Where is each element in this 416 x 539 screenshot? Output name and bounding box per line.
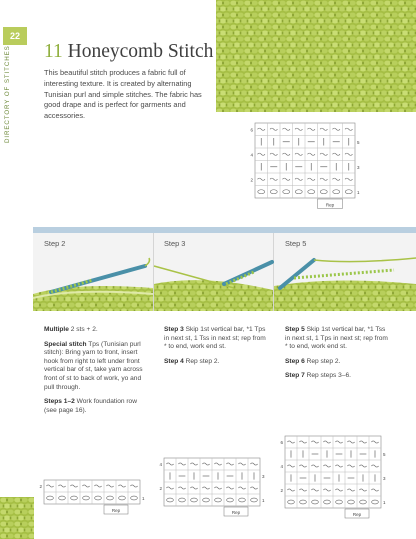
step-4-chart xyxy=(156,456,266,526)
row-label: 2 xyxy=(159,486,162,491)
rep-label: Rep xyxy=(352,512,362,518)
step-5-label: Step 5 xyxy=(285,239,307,248)
section-label: DIRECTORY OF STITCHES xyxy=(4,45,11,143)
row-label: 5 xyxy=(357,139,360,145)
instructions-column-2 xyxy=(164,326,268,372)
step-6-heading: Step 6 xyxy=(285,357,305,365)
step-4-text: Rep step 2. xyxy=(183,357,220,365)
row-label: 4 xyxy=(280,464,283,469)
row-label: 6 xyxy=(280,440,283,445)
step-2-chart xyxy=(36,478,146,526)
special-stitch-text: Tps (Tunisian purl stitch): Bring yarn to front, insert hook from right to left under front vertical bar of st, take yarn across front of st to back of work, yo and pull through. xyxy=(44,340,143,391)
row-label: 3 xyxy=(383,476,386,481)
corner-swatch-image xyxy=(0,497,34,539)
step-3-text: Skip 1st vertical bar, *1 Tps in next st, 1 Tss in next st; rep from * to end, work end st. xyxy=(164,326,266,351)
rep-label: Rep xyxy=(111,508,121,514)
multiple-heading: Multiple xyxy=(44,326,69,333)
row-label: 5 xyxy=(383,452,386,457)
step-3-label: Step 3 xyxy=(164,239,186,248)
row-label: 6 xyxy=(250,127,253,133)
row-label: 2 xyxy=(39,484,42,489)
rep-label: Rep xyxy=(231,510,241,516)
row-label: 1 xyxy=(262,498,265,503)
instructions-column-1 xyxy=(44,326,148,421)
honeycomb-swatch-image xyxy=(216,0,416,112)
instructions-column-3 xyxy=(285,326,389,387)
stitch-number: 11 xyxy=(44,41,63,62)
step-5-text: Skip 1st vertical bar, *1 Tss in next st, 1 Tps in next st; rep from * to end, work end st. xyxy=(285,326,388,351)
step-5-photo xyxy=(274,254,389,311)
row-label: 2 xyxy=(280,488,283,493)
steps-1-2-heading: Steps 1–2 xyxy=(44,398,75,406)
row-label: 3 xyxy=(357,164,360,170)
stitch-intro: This beautiful stitch produces a fabric full of interesting texture. It is created by alternating Tunisian purl and simple stitches. The fabric has good drape and is perfect for garments and accessories. xyxy=(44,68,202,121)
special-stitch-heading: Special stitch xyxy=(44,340,87,348)
main-stitch-chart xyxy=(247,121,359,213)
step-7-heading: Step 7 xyxy=(285,372,305,380)
step-2-photo xyxy=(33,254,148,311)
step-3-photo xyxy=(154,254,269,311)
row-label: 1 xyxy=(142,496,145,501)
step-5-heading: Step 5 xyxy=(285,326,305,333)
step-2-label: Step 2 xyxy=(44,239,66,248)
row-label: 3 xyxy=(262,474,265,479)
steps-1-2-text: Work foundation row (see page 16). xyxy=(44,398,137,414)
row-label: 1 xyxy=(383,500,386,505)
rep-label: Rep xyxy=(325,202,335,208)
step-4-heading: Step 4 xyxy=(164,357,184,365)
page-number: 22 xyxy=(3,27,27,45)
row-label: 2 xyxy=(250,177,253,183)
left-margin xyxy=(0,0,30,539)
row-label: 4 xyxy=(159,462,162,467)
stitch-title xyxy=(44,41,213,63)
step-7-text: Rep steps 3–6. xyxy=(304,372,351,380)
stitch-name: Honeycomb Stitch xyxy=(67,41,214,62)
step-6-text: Rep step 2. xyxy=(304,357,341,365)
row-label: 4 xyxy=(250,152,253,158)
step-3-heading: Step 3 xyxy=(164,326,184,333)
multiple-text: 2 sts + 2. xyxy=(68,326,98,333)
row-label: 1 xyxy=(357,189,360,195)
step-7-chart xyxy=(277,434,387,526)
